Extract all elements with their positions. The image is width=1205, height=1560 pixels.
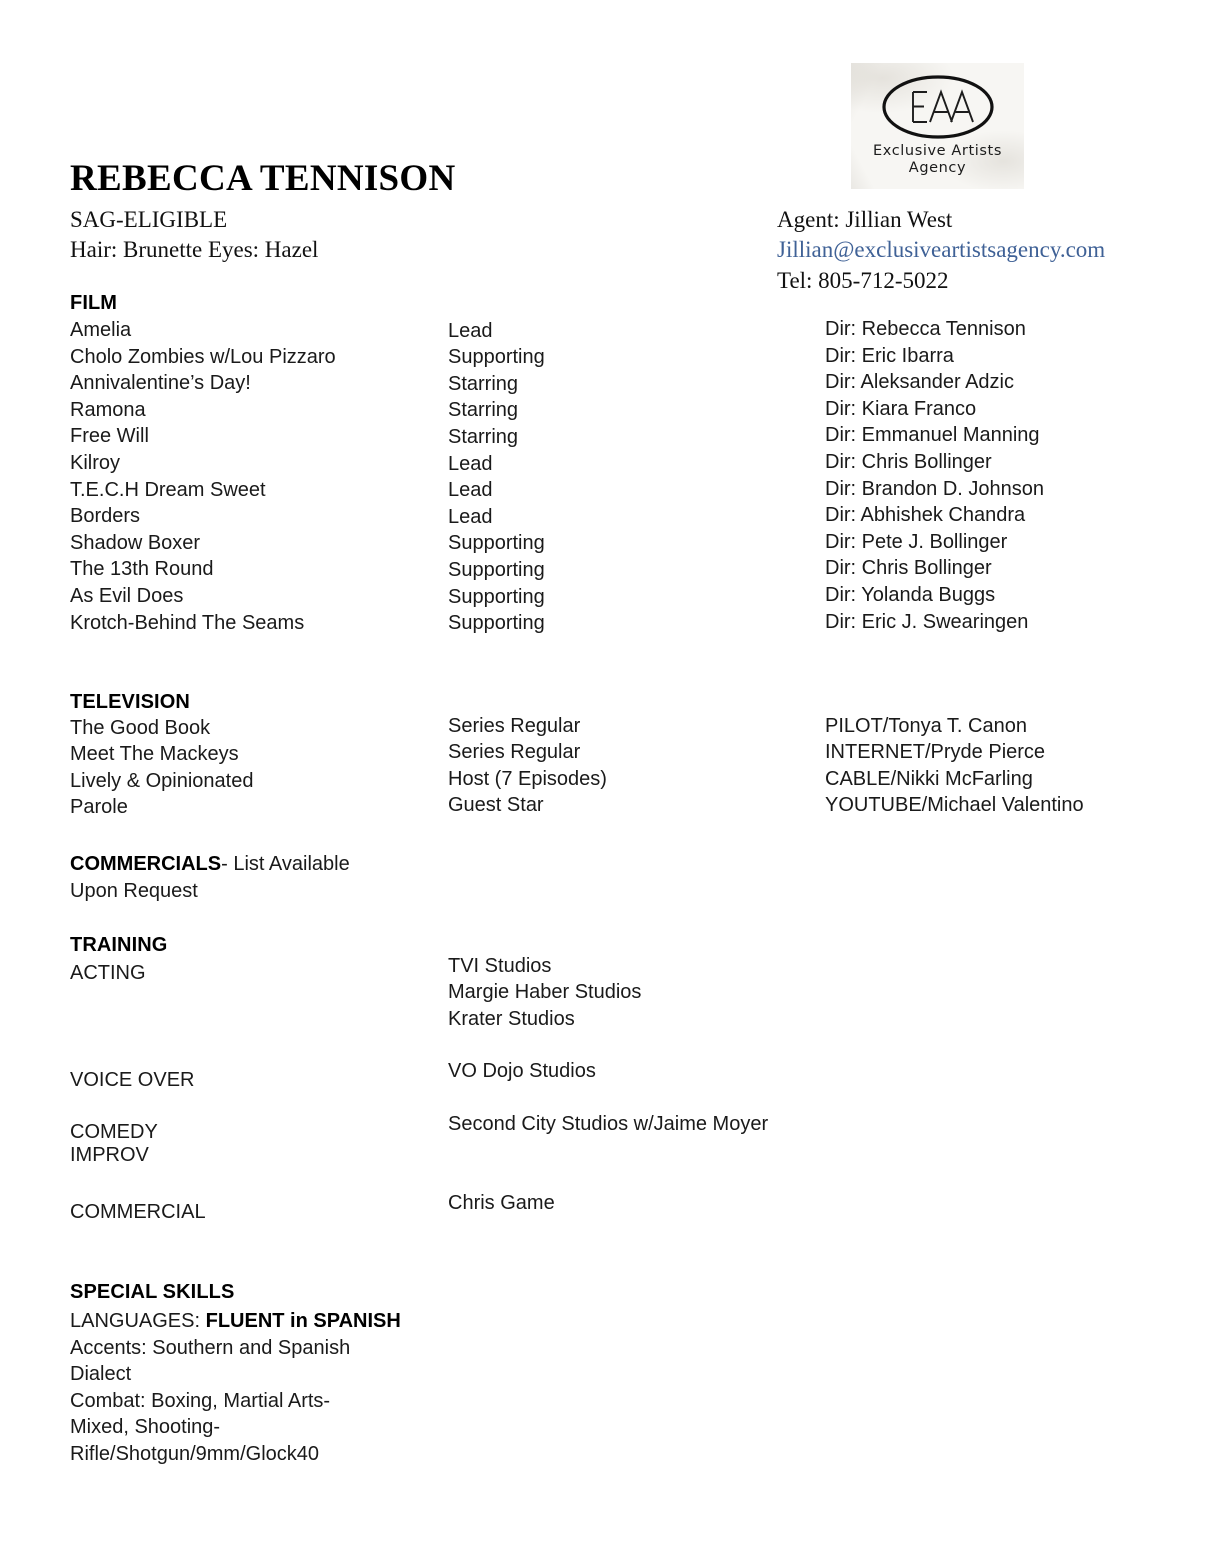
credit-director: CABLE/Nikki McFarling: [825, 767, 1033, 790]
credit-role: Lead: [448, 505, 493, 528]
credit-role: Supporting: [448, 612, 545, 635]
credit-role: Starring: [448, 399, 519, 422]
credit-role: Host (7 Episodes): [448, 767, 607, 790]
training-category: COMEDY IMPROV: [70, 1121, 158, 1166]
training-category: COMMERCIAL: [70, 1201, 206, 1223]
credit-director: Dir: Pete J. Bollinger: [825, 530, 1008, 553]
languages-value: FLUENT in SPANISH: [205, 1310, 401, 1332]
actor-identity: [70, 160, 710, 265]
credit-title: Krotch-Behind The Seams: [70, 611, 305, 634]
credit-director: Dir: Emmanuel Manning: [825, 424, 1040, 447]
credit-role: Series Regular: [448, 741, 581, 764]
credit-role: Supporting: [448, 346, 545, 369]
credit-role: Series Regular: [448, 715, 581, 737]
languages-label: LANGUAGES:: [70, 1310, 206, 1332]
eaa-monogram-icon: [879, 73, 997, 141]
credit-role: Lead: [448, 452, 493, 475]
agent-name: Agent: Jillian West: [777, 207, 953, 232]
union-status: SAG-ELIGIBLE: [70, 206, 228, 232]
credit-title: As Evil Does: [70, 585, 184, 607]
credit-title: Cholo Zombies w/Lou Pizzaro: [70, 345, 336, 368]
agency-logo-text: [873, 143, 1002, 177]
agency-logo-line2: Agency: [908, 160, 967, 177]
credit-director: Dir: Eric Ibarra: [825, 344, 954, 367]
commercials-note-second-line: Upon Request: [70, 879, 198, 902]
credit-role: Supporting: [448, 532, 545, 555]
credit-role: Guest Star: [448, 794, 544, 817]
training-category: VOICE OVER: [70, 1069, 195, 1091]
credit-director: Dir: Eric J. Swearingen: [825, 610, 1029, 633]
agent-email[interactable]: Jillian@exclusiveartistsagency.com: [777, 237, 1106, 263]
commercials-heading: COMMERCIALS: [70, 853, 222, 875]
skill-line: Combat: Boxing, Martial Arts-: [70, 1389, 331, 1412]
skill-line: Accents: Southern and Spanish: [70, 1336, 351, 1359]
credit-director: Dir: Brandon D. Johnson: [825, 477, 1045, 500]
resume-header: [0, 0, 1205, 293]
skill-line: Mixed, Shooting-: [70, 1416, 221, 1438]
credit-director: PILOT/Tonya T. Canon: [825, 715, 1027, 737]
skill-lines: [70, 1335, 400, 1468]
credit-title: Borders: [70, 505, 141, 528]
credit-title: T.E.C.H Dream Sweet: [70, 478, 266, 501]
training-institution: Chris Game: [448, 1192, 555, 1214]
credit-role: Starring: [448, 372, 519, 395]
credit-director: Dir: Chris Bollinger: [825, 451, 992, 473]
credit-title: The 13th Round: [70, 558, 214, 581]
agency-logo: [851, 63, 1024, 189]
skill-line: Dialect: [70, 1363, 132, 1385]
credit-director: Dir: Abhishek Chandra: [825, 504, 1026, 527]
credit-role: Supporting: [448, 558, 545, 581]
training-institution: VO Dojo Studios: [448, 1060, 596, 1082]
film-section-heading: FILM: [70, 292, 118, 314]
training-institution: TVI Studios Margie Haber Studios Krater Studios: [448, 955, 642, 1030]
credit-director: Dir: Yolanda Buggs: [825, 584, 996, 606]
credit-title: Shadow Boxer: [70, 531, 201, 554]
credit-director: INTERNET/Pryde Pierce: [825, 741, 1046, 764]
credit-director: Dir: Aleksander Adzic: [825, 371, 1014, 394]
credit-role: Lead: [448, 319, 493, 342]
training-section-heading: TRAINING: [70, 934, 168, 956]
agency-logo-line1: Exclusive Artists: [873, 143, 1002, 159]
credit-title: Parole: [70, 796, 128, 819]
skill-line: Rifle/Shotgun/9mm/Glock40: [70, 1442, 320, 1465]
television-section-heading: TELEVISION: [70, 691, 190, 713]
credit-title: Amelia: [70, 319, 132, 341]
training-category: ACTING: [70, 962, 146, 984]
credit-title: Annivalentine’s Day!: [70, 372, 251, 395]
credit-director: Dir: Chris Bollinger: [825, 557, 992, 580]
commercials-note: - List Available: [221, 853, 350, 875]
credit-role: Supporting: [448, 585, 545, 608]
agent-phone: Tel: 805-712-5022: [777, 267, 949, 293]
actor-name: REBECCA TENNISON: [70, 158, 456, 199]
credit-title: Kilroy: [70, 452, 121, 474]
physical-attributes: Hair: Brunette Eyes: Hazel: [70, 236, 319, 262]
credit-role: Lead: [448, 479, 493, 502]
training-institution: Second City Studios w/Jaime Moyer: [448, 1113, 769, 1135]
credit-title: Lively & Opinionated: [70, 769, 254, 792]
credit-title: Meet The Mackeys: [70, 743, 239, 766]
agent-contact: [777, 205, 1197, 296]
credit-title: Free Will: [70, 425, 149, 448]
credit-title: The Good Book: [70, 717, 211, 739]
special-skills-heading: SPECIAL SKILLS: [70, 1281, 235, 1303]
credit-title: Ramona: [70, 398, 146, 421]
credit-director: Dir: Rebecca Tennison: [825, 318, 1026, 340]
credit-role: Starring: [448, 425, 519, 448]
credit-director: Dir: Kiara Franco: [825, 397, 977, 420]
commercials-block: [70, 851, 490, 904]
special-skills-block: [70, 1308, 400, 1467]
credit-director: YOUTUBE/Michael Valentino: [825, 794, 1084, 817]
